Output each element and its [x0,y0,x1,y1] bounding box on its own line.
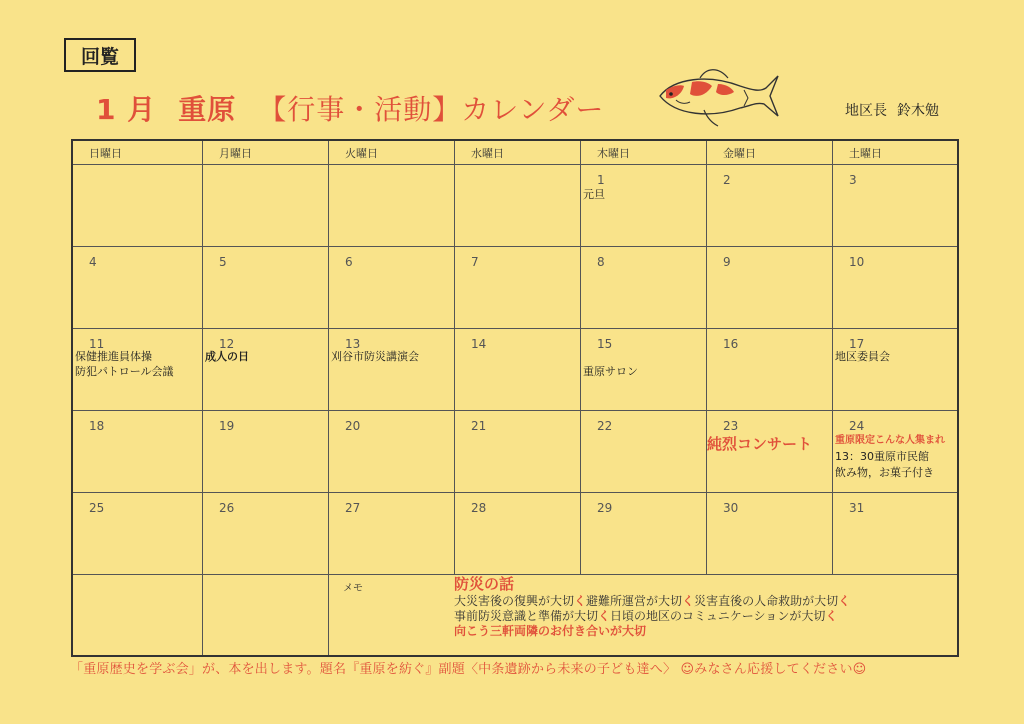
footer-announcement: 「重原歴史を学ぶ会」が、本を出します。題名『重原を紡ぐ』副題〈中条遺跡から未来の子ども達へ〉 ☺みなさん応援してください☺ [70,662,867,677]
event-gathering-note: 飲み物，お菓子付き [835,466,934,479]
day-number: 20 [345,419,361,433]
disaster-note-line-2 [454,609,850,624]
event-district-committee: 地区委員会 [835,350,890,363]
note-text: 事前防災意識と準備が大切 [454,609,599,623]
day-cell-9 [707,247,833,329]
day-number: 10 [849,255,865,269]
day-number: 2 [723,173,731,187]
day-cell-28 [455,493,581,575]
day-cell-6 [329,247,455,329]
day-cell-26 [203,493,329,575]
day-cell-17 [833,329,957,411]
day-number: 29 [597,501,613,515]
note-mark: く [825,609,838,623]
day-cell-31 [833,493,957,575]
weekday-mon: 月曜日 [203,141,329,165]
day-number: 16 [723,337,739,351]
disaster-note-line-1 [454,594,850,609]
koi-fish-icon [656,66,782,128]
chief-role: 地区長 [845,103,887,119]
day-number: 3 [849,173,857,187]
day-number: 25 [89,501,105,515]
day-number: 12 [219,337,235,351]
title-text: 【行事・活動】カレンダー [258,93,605,126]
day-number: 4 [89,255,97,269]
disaster-note-title: 防災の話 [454,575,515,593]
day-cell-16 [707,329,833,411]
weekday-fri: 金曜日 [707,141,833,165]
weekday-sun: 日曜日 [73,141,203,165]
memo-label: メモ [343,583,363,594]
disaster-prevention-note [454,575,850,639]
event-junretsu-concert: 純烈コンサート [707,435,813,453]
note-mark: く [598,609,611,623]
day-number: 19 [219,419,235,433]
chief-name: 鈴木勉 [897,103,939,119]
day-cell-18 [73,411,203,493]
note-text: 大災害後の復興が大切 [454,594,575,608]
memo-cell [73,575,203,655]
day-cell-19 [203,411,329,493]
event-ganjitsu: 元旦 [583,188,605,201]
day-cell-5 [203,247,329,329]
day-cell-8 [581,247,707,329]
weekday-wed: 水曜日 [455,141,581,165]
day-cell-empty [329,165,455,247]
note-text: 災害直後の人命救助が大切 [694,594,839,608]
day-number: 23 [723,419,739,433]
day-number: 18 [89,419,105,433]
weekday-thu: 木曜日 [581,141,707,165]
day-cell-29 [581,493,707,575]
day-cell-20 [329,411,455,493]
day-cell-27 [329,493,455,575]
day-number: 30 [723,501,739,515]
event-gathering-time: 13：30重原市民館 [835,450,929,463]
district-chief [845,100,939,120]
event-patrol-meeting: 防犯パトロール会議 [75,365,174,378]
event-disaster-lecture: 刈谷市防災講演会 [331,350,419,363]
day-number: 31 [849,501,865,515]
weekday-tue: 火曜日 [329,141,455,165]
note-text: 避難所運営が大切 [586,594,683,608]
day-cell-4 [73,247,203,329]
disaster-note-line-3: 向こう三軒両隣のお付き合いが大切 [454,624,647,638]
day-cell-3 [833,165,957,247]
note-text: 日頃の地区のコミュニケーションが大切 [610,609,826,623]
day-cell-23 [707,411,833,493]
day-number: 13 [345,337,361,351]
note-mark: く [574,594,587,608]
day-cell-13 [329,329,455,411]
day-cell-24 [833,411,957,493]
day-cell-11 [73,329,203,411]
day-number: 6 [345,255,353,269]
day-number: 22 [597,419,613,433]
weekday-sat: 土曜日 [833,141,957,165]
event-health-exercise: 保健推進員体操 [75,350,152,363]
day-number: 7 [471,255,479,269]
event-coming-of-age: 成人の日 [205,350,249,363]
page-title [96,88,604,128]
day-cell-2 [707,165,833,247]
day-number: 27 [345,501,361,515]
day-cell-empty [73,165,203,247]
memo-cell [203,575,329,655]
day-number: 1 [597,173,605,187]
day-cell-15 [581,329,707,411]
event-salon: 重原サロン [583,365,638,378]
day-cell-22 [581,411,707,493]
day-number: 5 [219,255,227,269]
day-cell-empty [455,165,581,247]
note-mark: く [838,594,851,608]
day-cell-12 [203,329,329,411]
day-number: 24 [849,419,865,433]
title-month: 1 月 [96,93,157,126]
circulation-badge: 回覧 [64,38,136,72]
day-cell-21 [455,411,581,493]
day-number: 9 [723,255,731,269]
day-number: 8 [597,255,605,269]
event-gathering-title: 重原限定こんな人集まれ [835,435,945,446]
day-cell-25 [73,493,203,575]
day-cell-empty [203,165,329,247]
day-number: 21 [471,419,487,433]
day-cell-14 [455,329,581,411]
day-cell-1 [581,165,707,247]
day-number: 17 [849,337,865,351]
day-cell-10 [833,247,957,329]
day-cell-7 [455,247,581,329]
day-number: 26 [219,501,235,515]
day-number: 15 [597,337,613,351]
note-mark: く [682,594,695,608]
title-place: 重原 [178,93,237,126]
day-number: 11 [89,337,105,351]
day-number: 28 [471,501,487,515]
day-cell-30 [707,493,833,575]
day-number: 14 [471,337,487,351]
